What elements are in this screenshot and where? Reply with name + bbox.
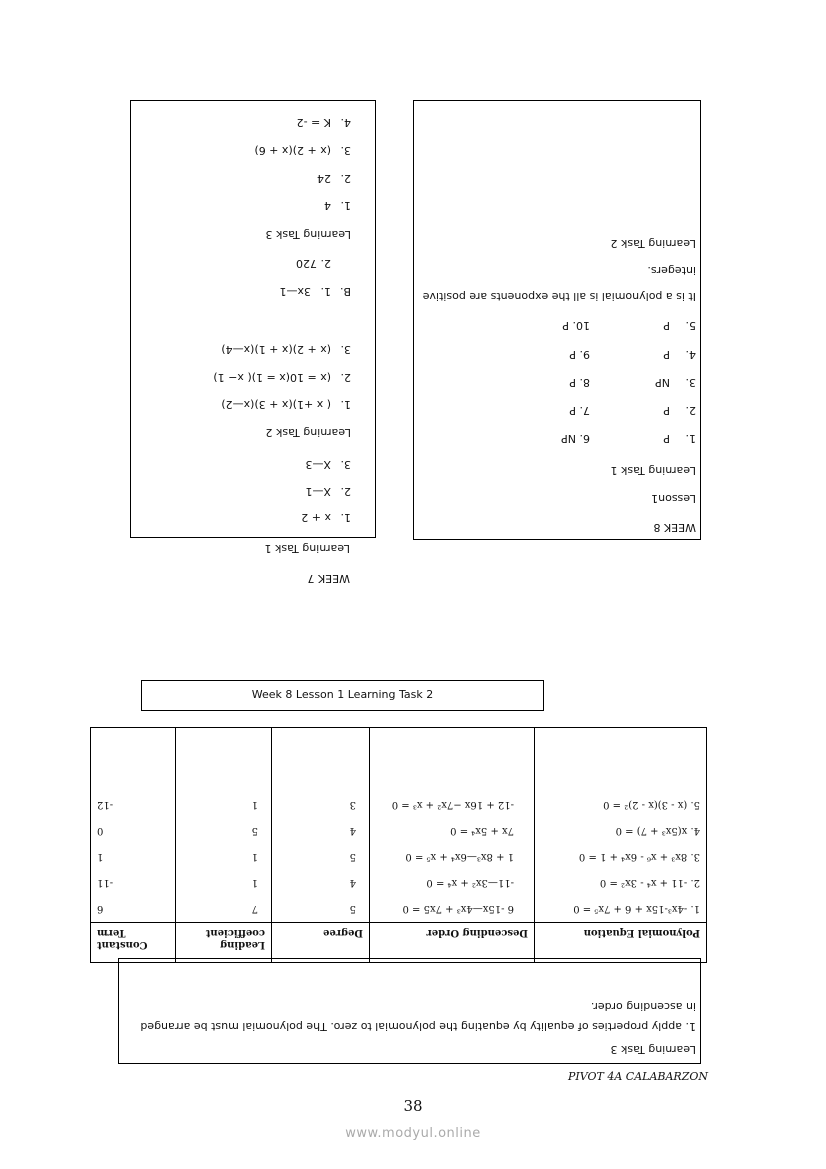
week7-answer-box — [130, 100, 376, 538]
cell-constant-term: 0 — [91, 818, 176, 844]
header-constant-term: Constant Term — [91, 923, 176, 963]
cell-polynomial-equation: 2. -11 + x⁴ - 3x² = 0 — [535, 870, 707, 896]
cell-leading-coefficient: 1 — [176, 844, 272, 870]
answer: NP — [655, 376, 670, 389]
answer: 8. P — [569, 376, 590, 389]
polynomial-table — [91, 727, 707, 963]
cell-constant-term: 1 — [91, 844, 176, 870]
empty-cell — [370, 728, 535, 793]
answer: K = -2 — [296, 116, 331, 129]
lt3-label: Learning Task 3 — [610, 1043, 696, 1056]
lesson-label: Lesson1 — [651, 492, 696, 505]
cell-constant-term: -11 — [91, 870, 176, 896]
header-leading-coefficient: Leading coefficient — [176, 923, 272, 963]
table-row — [91, 844, 707, 870]
answer: 7. P — [569, 404, 590, 417]
answer: 3x—1 — [279, 285, 311, 298]
header-polynomial-equation: Polynomial Equation — [535, 923, 707, 963]
definition-text: It is a polynomial is all the exponents are positive — [422, 290, 696, 303]
cell-constant-term: 6 — [91, 896, 176, 923]
empty-cell — [91, 728, 176, 793]
item-number: 3. — [340, 343, 351, 356]
week7-lt2-label: Learning Task 2 — [265, 426, 351, 439]
answer: 24 — [317, 172, 331, 185]
answer: P — [663, 348, 670, 361]
cell-descending-order: -12 + 16x −7x² + x³ = 0 — [370, 792, 535, 818]
item-number: 2. — [340, 172, 351, 185]
week7-lt1-label: Learning Task 1 — [264, 542, 350, 555]
item-number: 2. — [340, 485, 351, 498]
header-degree: Degree — [272, 923, 370, 963]
answer: (x = 10(x = 1)( x− 1) — [213, 371, 331, 384]
answer: (x + 2)(x + 1)(x—4) — [221, 343, 331, 356]
cell-descending-order: 7x + 5x⁴ = 0 — [370, 818, 535, 844]
week7-answer-block — [128, 100, 376, 590]
cell-degree: 5 — [272, 844, 370, 870]
table-filler-row — [91, 728, 707, 793]
item-number: 2. — [340, 371, 351, 384]
watermark: www.modyul.online — [345, 1126, 481, 1141]
cell-degree: 4 — [272, 870, 370, 896]
cell-descending-order: 6 -15x—4x³ + 7x5 = 0 — [370, 896, 535, 923]
answer: 4 — [324, 199, 331, 212]
cell-polynomial-equation: 5. (x - 3)(x - 2)² = 0 — [535, 792, 707, 818]
week8-lt1-label: Learning Task 1 — [610, 464, 696, 477]
answer: ( x +1)(x + 3)(x—2) — [221, 398, 331, 411]
cell-polynomial-equation: 3. 8x³ + x⁶ - 6x⁴ + 1 = 0 — [535, 844, 707, 870]
cell-leading-coefficient: 1 — [176, 792, 272, 818]
empty-cell — [176, 728, 272, 793]
empty-cell — [535, 728, 707, 793]
cell-leading-coefficient: 1 — [176, 870, 272, 896]
table-row — [91, 792, 707, 818]
item-number: 1. — [340, 398, 351, 411]
item-number: 3. — [685, 376, 696, 389]
cell-polynomial-equation: 1. -4x³-15x + 6 + 7x⁵ = 0 — [535, 896, 707, 923]
week7-title: WEEK 7 — [307, 572, 350, 585]
item-number: 5. — [685, 319, 696, 332]
answer: P — [663, 319, 670, 332]
week7-lt3-label: Learning Task 3 — [265, 228, 351, 241]
answer: P — [663, 432, 670, 445]
answer: 6. NP — [561, 432, 590, 445]
part-b-label: B. — [339, 285, 351, 298]
page-number: 38 — [403, 1097, 423, 1115]
empty-cell — [272, 728, 370, 793]
item-number: 3. — [340, 458, 351, 471]
item-number: 3. — [340, 144, 351, 157]
table-row — [91, 818, 707, 844]
answer: 9. P — [569, 348, 590, 361]
item-number: 2. — [685, 404, 696, 417]
item-number: 1. — [685, 432, 696, 445]
answer: 10. P — [562, 319, 590, 332]
cell-leading-coefficient: 5 — [176, 818, 272, 844]
cell-degree: 5 — [272, 896, 370, 923]
cell-constant-term: -12 — [91, 792, 176, 818]
section-banner: Week 8 Lesson 1 Learning Task 2 — [141, 680, 544, 711]
lt3-text: 1. apply properties of equality by equating the polynomial to zero. The polynomial must be arranged — [140, 1020, 696, 1033]
answer: x + 2 — [301, 511, 331, 524]
cell-degree: 3 — [272, 792, 370, 818]
cell-polynomial-equation: 4. x(5x³ + 7) = 0 — [535, 818, 707, 844]
item-number: 1. — [340, 511, 351, 524]
cell-descending-order: -11—3x² + x⁴ = 0 — [370, 870, 535, 896]
table-row — [91, 896, 707, 923]
week8-lt2-label: Learning Task 2 — [610, 237, 696, 250]
header-descending-order: Descending Order — [370, 923, 535, 963]
definition-text: integers. — [647, 264, 696, 277]
cell-descending-order: 1 + 8x³—6x⁴ + x⁵ = 0 — [370, 844, 535, 870]
item-number: 1. — [340, 199, 351, 212]
item-number: 4. — [685, 348, 696, 361]
lt3-text: in ascending order. — [590, 1000, 696, 1013]
week8-title: WEEK 8 — [653, 521, 696, 534]
answer: (x + 2)(x + 6) — [254, 144, 331, 157]
week8-answer-box — [413, 100, 701, 540]
answer: P — [663, 404, 670, 417]
cell-degree: 4 — [272, 818, 370, 844]
footer-organization: PIVOT 4A CALABARZON — [568, 1070, 708, 1083]
item-number: 4. — [340, 116, 351, 129]
table-row — [91, 870, 707, 896]
cell-leading-coefficient: 7 — [176, 896, 272, 923]
answer: X—3 — [305, 458, 331, 471]
item-number: 1. — [320, 285, 331, 298]
answer: X—1 — [305, 485, 331, 498]
answer: 2. 720 — [296, 257, 331, 270]
learning-task-3-box — [118, 958, 701, 1064]
